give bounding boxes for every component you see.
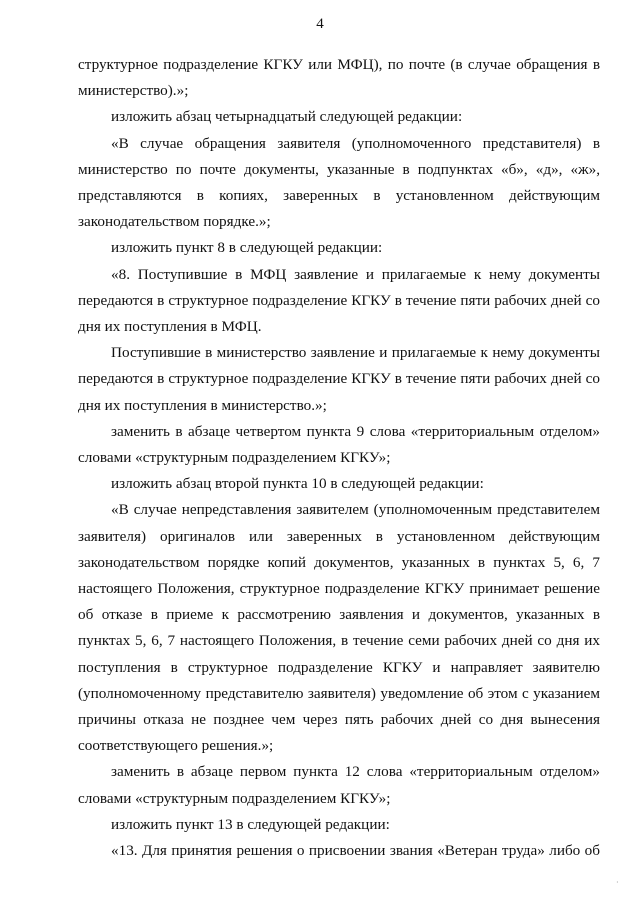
document-body bbox=[78, 52, 600, 864]
paragraph: «В случае обращения заявителя (уполномоченного представителя) в министерство по почте документы, указанные в подпунктах «б», «д», «ж», представляются в копиях, заверенных в установленном действующим законодательством порядке.»; bbox=[78, 134, 600, 231]
paragraph: изложить абзац четырнадцатый следующей редакции: bbox=[111, 108, 463, 126]
paragraph: структурное подразделение КГКУ или МФЦ), по почте (в случае обращения в министерство).»; bbox=[78, 56, 600, 100]
paragraph: Поступившие в министерство заявление и прилагаемые к нему документы передаются в структурное подразделение КГКУ в течение пяти рабочих дней со дня их поступления в министерство.»; bbox=[78, 344, 600, 414]
scan-speck: · bbox=[616, 878, 619, 887]
paragraph: изложить пункт 8 в следующей редакции: bbox=[111, 239, 383, 257]
paragraph: «В случае непредставления заявителем (уполномоченным представителем заявителя) оригиналов или заверенных в установленном действующим законодательством порядке копий документов, указанных в пунктах 5, 6, 7 настоящего Положения, структурное подразделение КГКУ принимает решение об отказе в приеме к рассмотрению заявления и документов, указанных в пунктах 5, 6, 7 настоящего Положения, в течение семи рабочих дней со дня их поступления в структурное подразделение КГКУ и направляет заявителю (уполномоченному представителю заявителя) уведомление об этом с указанием причины отказа не позднее чем через пять рабочих дней со дня вынесения соответствующего решения.»; bbox=[78, 501, 600, 755]
paragraph: заменить в абзаце первом пункта 12 слова «территориальным отделом» словами «структурным подразделением КГКУ»; bbox=[78, 763, 600, 807]
page-number: 4 bbox=[316, 16, 324, 32]
paragraph-continued: «13. Для принятия решения о присвоении звания «Ветеран труда» либо об bbox=[111, 842, 600, 860]
paragraph: изложить пункт 13 в следующей редакции: bbox=[111, 815, 390, 833]
paragraph: заменить в абзаце четвертом пункта 9 слова «территориальным отделом» словами «структурным подразделением КГКУ»; bbox=[78, 422, 600, 467]
paragraph: «8. Поступившие в МФЦ заявление и прилагаемые к нему документы передаются в структурное подразделение КГКУ в течение пяти рабочих дней со дня их поступления в МФЦ. bbox=[78, 265, 600, 336]
paragraph: изложить абзац второй пункта 10 в следующей редакции: bbox=[111, 475, 484, 493]
